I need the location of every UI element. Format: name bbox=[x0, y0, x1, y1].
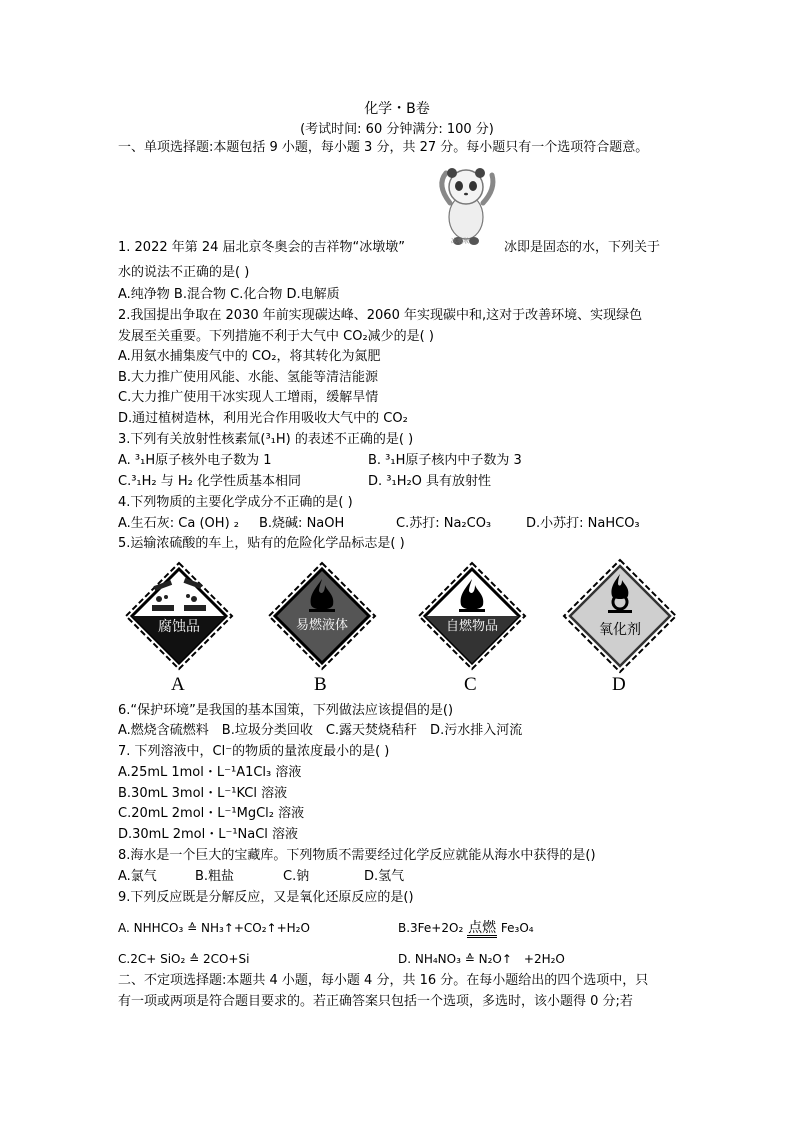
q6-stem: 6.“保护环境”是我国的基本国策，下列做法应该提倡的是() bbox=[118, 703, 454, 718]
section2-line1: 二、不定项选择题:本题共 4 小题，每小题 4 分，共 16 分。在每小题给出的四个选项中，只 bbox=[118, 973, 649, 988]
q2-option-a: A.用氨水捕集废气中的 CO₂，将其转化为氮肥 bbox=[118, 349, 381, 364]
q3-option-c: C.³₁H₂ 与 H₂ 化学性质基本相同 bbox=[118, 474, 302, 489]
sign-b-letter: B bbox=[314, 674, 327, 695]
q3-stem: 3.下列有关放射性核素氚(³₁H) 的表述不正确的是( ) bbox=[118, 432, 414, 447]
q7-option-c: C.20mL 2mol・L⁻¹MgCl₂ 溶液 bbox=[118, 806, 305, 821]
q9-option-b-reactants: B.3Fe+2O₂ bbox=[398, 921, 464, 935]
q5-stem: 5.运输浓硫酸的车上，贴有的危险化学品标志是( ) bbox=[118, 536, 405, 551]
sign-d-text: 氧化剂 bbox=[599, 622, 641, 638]
q9-option-a: A. NHHCO₃ ≙ NH₃↑+CO₂↑+H₂O bbox=[118, 921, 310, 935]
q3-option-b: B. ³₁H原子核内中子数为 3 bbox=[368, 453, 522, 468]
q9-option-b-product: Fe₃O₄ bbox=[500, 921, 534, 935]
sign-a-text: 腐蚀品 bbox=[158, 619, 200, 635]
sign-a-letter: A bbox=[171, 674, 185, 695]
q4-stem: 4.下列物质的主要化学成分不正确的是( ) bbox=[118, 495, 353, 510]
q1-stem-part3: 水的说法不正确的是( ) bbox=[118, 265, 250, 280]
q8-stem: 8.海水是一个巨大的宝藏库。下列物质不需要经过化学反应就能从海水中获得的是() bbox=[118, 848, 596, 863]
q2-stem-part1: 2.我国提出争取在 2030 年前实现碳达峰、2060 年实现碳中和,这对于改善环境、实现绿色 bbox=[118, 308, 643, 323]
q6-options: A.燃烧含硫燃料 B.垃圾分类回收 C.露天焚烧秸秆 D.污水排入河流 bbox=[118, 723, 523, 738]
q8-option-a: A.氯气 bbox=[118, 869, 157, 884]
q2-stem-part2: 发展至关重要。下列措施不利于大气中 CO₂减少的是( ) bbox=[118, 329, 434, 344]
hazard-sign-oxidizer bbox=[562, 558, 678, 674]
hazard-sign-flammable-liquid bbox=[267, 561, 377, 671]
q8-option-b: B.粗盐 bbox=[195, 869, 235, 884]
section2-line2: 有一项或两项是符合题目要求的。若正确答案只包括一个选项，多选时，该小题得 0 分;若 bbox=[118, 994, 633, 1009]
mascot-image bbox=[428, 163, 504, 247]
q3-option-a: A. ³₁H原子核外电子数为 1 bbox=[118, 453, 272, 468]
q9-option-d: D. NH₄NO₃ ≙ N₂O↑ +2H₂O bbox=[398, 952, 565, 966]
q3-option-d: D. ³₁H₂O 具有放射性 bbox=[368, 474, 492, 489]
q2-option-c: C.大力推广使用干冰实现人工增雨，缓解旱情 bbox=[118, 390, 379, 405]
q7-stem: 7. 下列溶液中，Cl⁻的物质的量浓度最小的是( ) bbox=[118, 744, 390, 759]
hazard-sign-spontaneous-combustion bbox=[417, 561, 527, 671]
sign-c-letter: C bbox=[464, 674, 477, 695]
q4-option-c: C.苏打: Na₂CO₃ bbox=[396, 516, 492, 531]
q1-options: A.纯净物 B.混合物 C.化合物 D.电解质 bbox=[118, 287, 340, 302]
mascot-caption: 冰墩墩 bbox=[451, 238, 470, 245]
q8-option-d: D.氢气 bbox=[364, 869, 405, 884]
q9-option-c: C.2C+ SiO₂ ≙ 2CO+Si bbox=[118, 952, 250, 966]
q9-stem: 9.下列反应既是分解反应，又是氧化还原反应的是() bbox=[118, 890, 414, 905]
q2-option-d: D.通过植树造林，利用光合作用吸收大气中的 CO₂ bbox=[118, 411, 408, 426]
sign-b-text: 易燃液体 bbox=[295, 618, 349, 633]
q2-option-b: B.大力推广使用风能、水能、氢能等清洁能源 bbox=[118, 370, 379, 385]
q8-option-c: C.钠 bbox=[283, 869, 310, 884]
q9-option-b-condition: 点燃 bbox=[468, 920, 497, 936]
sign-d-letter: D bbox=[612, 674, 626, 695]
sign-c-text: 自燃物品 bbox=[445, 619, 499, 634]
q1-stem-part2: 冰即是固态的水，下列关于 bbox=[504, 240, 661, 255]
q9-option-b bbox=[398, 920, 534, 938]
q7-option-d: D.30mL 2mol・L⁻¹NaCl 溶液 bbox=[118, 827, 299, 842]
section1-heading: 一、单项选择题:本题包括 9 小题，每小题 3 分，共 27 分。每小题只有一个选项符合题意。 bbox=[118, 140, 649, 155]
q1-stem-part1: 1. 2022 年第 24 届北京冬奥会的吉祥物“冰墩墩” bbox=[118, 240, 406, 255]
q4-option-d: D.小苏打: NaHCO₃ bbox=[526, 516, 640, 531]
q7-option-a: A.25mL 1mol・L⁻¹A1Cl₃ 溶液 bbox=[118, 765, 302, 780]
q4-option-b: B.烧碱: NaOH bbox=[259, 516, 345, 531]
q7-option-b: B.30mL 3mol・L⁻¹KCl 溶液 bbox=[118, 786, 288, 801]
hazard-sign-corrosive bbox=[124, 561, 234, 671]
exam-title: 化学・B卷 bbox=[364, 101, 430, 117]
exam-subtitle: (考试时间: 60 分钟满分: 100 分) bbox=[300, 122, 494, 137]
q4-option-a: A.生石灰: Ca (OH) ₂ bbox=[118, 516, 239, 531]
